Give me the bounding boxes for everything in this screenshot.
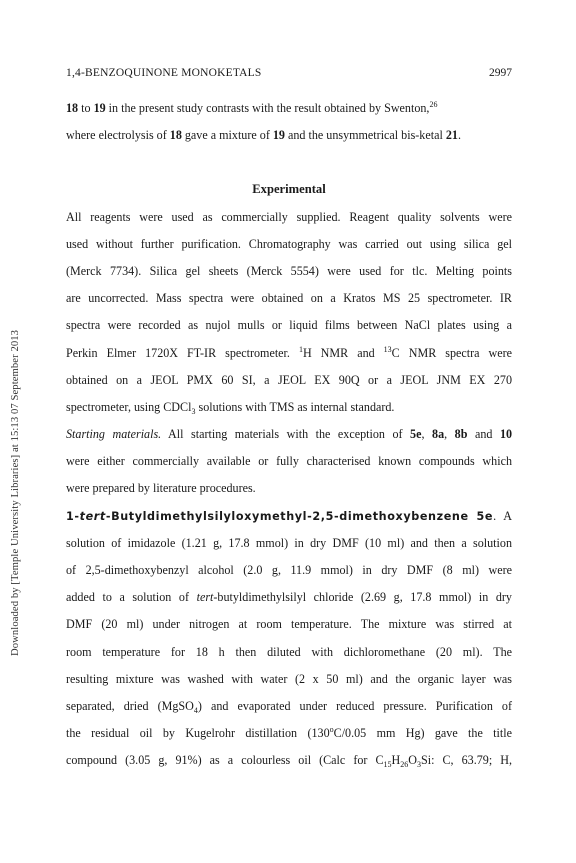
starting-line-3: were prepared by literature procedures. xyxy=(66,481,256,496)
text-run: C/0.05 mm Hg) gave the title xyxy=(333,726,512,741)
text-run: O xyxy=(408,753,417,768)
text-run: All starting materials with the exception of xyxy=(161,427,411,442)
compound-line-4 xyxy=(66,584,512,611)
text-run: where electrolysis of xyxy=(66,128,170,143)
intro-line-1 xyxy=(66,95,512,122)
text-run: , xyxy=(421,427,433,442)
text-run: 1- xyxy=(66,509,80,523)
compound-line-10 xyxy=(66,747,512,774)
compound-title xyxy=(66,510,469,523)
general-line-6 xyxy=(66,340,512,367)
compound-line-9 xyxy=(66,720,512,747)
compound-line-8 xyxy=(66,693,512,720)
page-number: 2997 xyxy=(489,67,512,79)
article-body xyxy=(66,95,512,775)
general-line-1: All reagents were used as commercially supplied. Reagent quality solvents were xyxy=(66,209,512,224)
text-run: compound (3.05 g, 91%) as a colourless oil (Calc for C xyxy=(66,753,384,768)
text-run: H xyxy=(391,753,401,768)
starting-line-2: were either commercially available or fully characterised known compounds which xyxy=(66,454,512,469)
general-line-7: obtained on a JEOL PMX 60 SI, a JEOL EX 90Q or a JEOL JNM EX 270 xyxy=(66,372,512,387)
isotope-superscript: 1 xyxy=(298,344,303,354)
text-run: spectrometer, using CDCl xyxy=(66,399,192,414)
text-run: the residual oil by Kugelrohr distillation (130 xyxy=(66,726,330,741)
general-line-2: used without further purification. Chromatography was carried out using silica gel xyxy=(66,236,512,251)
subscript: 26 xyxy=(400,760,409,770)
text-run: tert xyxy=(79,509,106,523)
general-line-5: spectra were recorded as nujol mulls or liquid films between NaCl plates using a xyxy=(66,318,512,333)
text-run: and the unsymmetrical bis-ketal xyxy=(284,128,446,143)
text-run: H NMR and xyxy=(302,345,384,360)
text-run: solutions with TMS as internal standard. xyxy=(195,399,395,414)
text-run: Perkin Elmer 1720X FT-IR spectrometer. xyxy=(66,345,299,360)
text-run: -butyldimethylsilyl chloride (2.69 g, 17.8 mmol) in dry xyxy=(213,590,512,605)
compound-line-1 xyxy=(66,503,512,530)
page-header xyxy=(66,67,512,81)
section-heading: Experimental xyxy=(252,182,326,197)
subscript: 15 xyxy=(383,760,392,770)
compound-ref: 21 xyxy=(445,128,458,143)
text-run: -Butyldimethylsilyloxymethyl-2,5-dimethoxybenzene xyxy=(105,509,469,523)
text-run: , xyxy=(444,427,455,442)
compound-id: 5e xyxy=(476,509,494,523)
general-line-8 xyxy=(66,394,512,421)
text-run: and xyxy=(467,427,500,442)
compound-line-6: room temperature for 18 h then diluted with dichloromethane (20 ml). The xyxy=(66,644,512,659)
text-run: C NMR spectra were xyxy=(391,345,512,360)
text-run: ) and evaporated under reduced pressure. Purification of xyxy=(197,698,513,713)
compound-ref: 8a xyxy=(432,427,445,442)
compound-line-7: resulting mixture was washed with water (2 x 50 ml) and the organic layer was xyxy=(66,671,512,686)
compound-ref: 19 xyxy=(93,101,106,115)
isotope-superscript: 13 xyxy=(383,344,392,354)
running-head: 1,4-BENZOQUINONE MONOKETALS xyxy=(66,67,262,79)
subscript: 3 xyxy=(417,760,421,770)
compound-line-2: solution of imidazole (1.21 g, 17.8 mmol) in dry DMF (10 ml) and then a solution xyxy=(66,535,512,550)
compound-ref: 18 xyxy=(66,101,79,115)
text-run: Si: C, 63.79; H, xyxy=(421,753,512,768)
text-run: tert xyxy=(196,590,214,605)
starting-line-1 xyxy=(66,421,512,448)
spacer xyxy=(66,149,512,176)
compound-ref: 5e xyxy=(410,427,422,442)
text-run: added to a solution of xyxy=(66,590,197,605)
subscript: 4 xyxy=(193,705,198,715)
compound-ref: 10 xyxy=(499,427,513,442)
general-line-4: are uncorrected. Mass spectra were obtained on a Kratos MS 25 spectrometer. IR xyxy=(66,291,512,306)
reference-superscript: 26 xyxy=(429,100,438,109)
compound-ref: 18 xyxy=(169,128,182,143)
text-run: . A xyxy=(493,508,512,523)
text-run: gave a mixture of xyxy=(181,128,273,143)
download-watermark-text: Downloaded by [Temple University Libraries] at 15:13 07 September 2013 xyxy=(10,329,21,656)
text-run: separated, dried (MgSO xyxy=(66,698,194,713)
text-run: to xyxy=(78,101,94,115)
degree-superscript: o xyxy=(329,725,334,735)
compound-ref: 19 xyxy=(272,128,285,143)
text-run: in the present study contrasts with the result obtained by Swenton, xyxy=(105,101,430,115)
general-line-3: (Merck 7734). Silica gel sheets (Merck 5554) were used for tlc. Melting points xyxy=(66,263,512,278)
compound-ref: 8b xyxy=(454,427,468,442)
download-watermark xyxy=(10,196,24,656)
paragraph-label: Starting materials. xyxy=(66,427,162,442)
subscript: 3 xyxy=(191,406,196,416)
intro-line-2 xyxy=(66,122,512,149)
compound-line-3: of 2,5-dimethoxybenzyl alcohol (2.0 g, 11.9 mmol) in dry DMF (8 ml) were xyxy=(66,563,512,577)
compound-line-5: DMF (20 ml) under nitrogen at room temperature. The mixture was stirred at xyxy=(66,617,512,632)
text-run: . xyxy=(457,128,461,143)
